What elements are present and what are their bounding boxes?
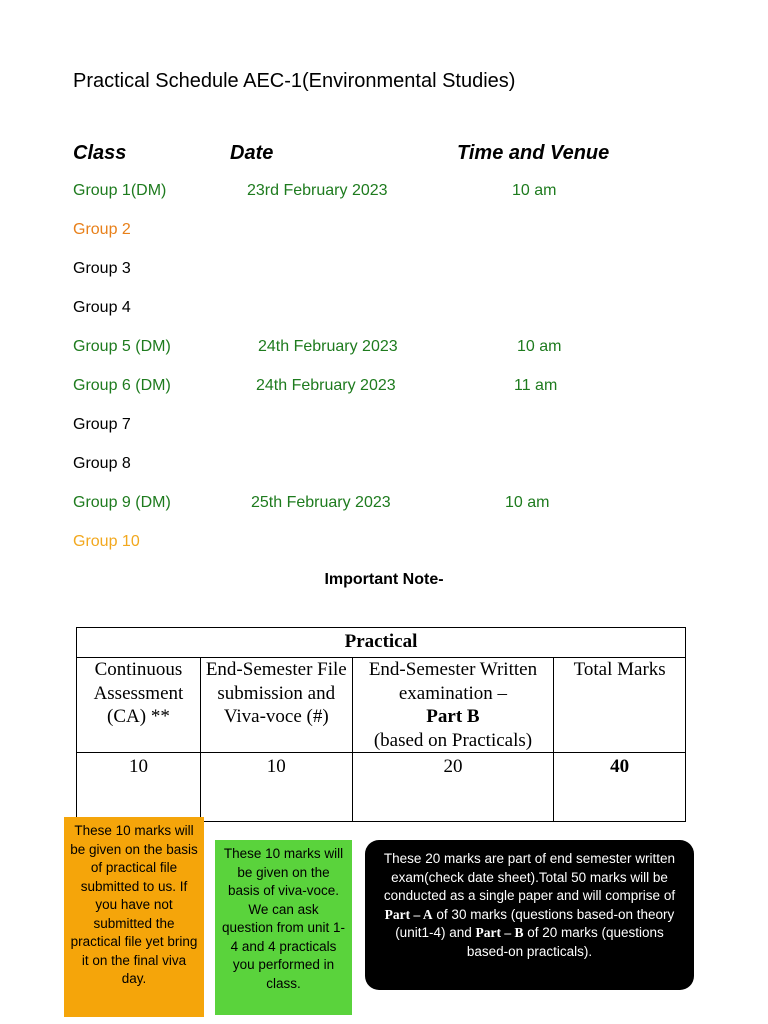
header-class: Class: [73, 142, 127, 164]
note-text: These 20 marks are part of end semester written exam(check date sheet).Total 50 marks will be conducted as a single paper and will comprise of: [383, 851, 676, 903]
row-class: Group 2: [73, 221, 131, 238]
col-continuous-assessment: Continuous Assessment (CA) **: [77, 658, 201, 753]
row-time: 10 am: [517, 338, 562, 355]
important-note-heading: Important Note-: [324, 571, 444, 588]
part-a-label: Part – A: [384, 906, 433, 922]
row-time: 10 am: [505, 494, 550, 511]
col-written-exam-label: End-Semester Written examination –: [368, 659, 538, 704]
table-heading: Practical: [77, 628, 686, 658]
page-title: Practical Schedule AEC-1(Environmental Studies): [73, 70, 516, 92]
note-text: of 30 marks (questions based-on theory (unit1-4) and: [395, 906, 675, 940]
ca-marks-value: 10: [77, 753, 201, 822]
note-text: of 20 marks (questions based-on practicals).: [466, 925, 664, 959]
col-total-marks: Total Marks: [554, 658, 686, 753]
row-class: Group 1(DM): [73, 182, 167, 199]
row-class: Group 8: [73, 455, 131, 472]
row-class: Group 4: [73, 299, 131, 316]
row-time: 11 am: [514, 377, 558, 394]
row-class: Group 5 (DM): [73, 338, 171, 355]
row-class: Group 6 (DM): [73, 377, 171, 394]
row-class: Group 7: [73, 416, 131, 433]
total-marks-value: 40: [554, 753, 686, 822]
col-written-exam: [352, 658, 554, 753]
row-class: Group 10: [73, 533, 140, 550]
file-viva-marks-value: 10: [200, 753, 352, 822]
row-class: Group 3: [73, 260, 131, 277]
header-date: Date: [230, 142, 274, 164]
written-marks-value: 20: [352, 753, 554, 822]
row-date: 24th February 2023: [256, 377, 396, 394]
ca-note-box: These 10 marks will be given on the basis of practical file submitted to us. If you have not submitted the practical file yet bring it on the final viva day.: [64, 817, 204, 1017]
viva-note-box: These 10 marks will be given on the basis of viva-voce. We can ask question from unit 1-4 and 4 practicals you performed in class.: [215, 840, 352, 1015]
header-time-venue: Time and Venue: [457, 142, 610, 164]
col-file-viva: End-Semester File submission and Viva-voce (#): [200, 658, 352, 753]
row-class: Group 9 (DM): [73, 494, 171, 511]
row-date: 25th February 2023: [251, 494, 391, 511]
part-b-label: Part B: [426, 706, 480, 727]
row-date: 24th February 2023: [258, 338, 398, 355]
row-time: 10 am: [512, 182, 557, 199]
marks-table: [76, 627, 686, 822]
part-b-label: Part – B: [475, 925, 524, 940]
based-on-practicals-label: (based on Practicals): [373, 729, 533, 751]
row-date: 23rd February 2023: [247, 182, 388, 199]
written-exam-note-box: [365, 840, 694, 990]
